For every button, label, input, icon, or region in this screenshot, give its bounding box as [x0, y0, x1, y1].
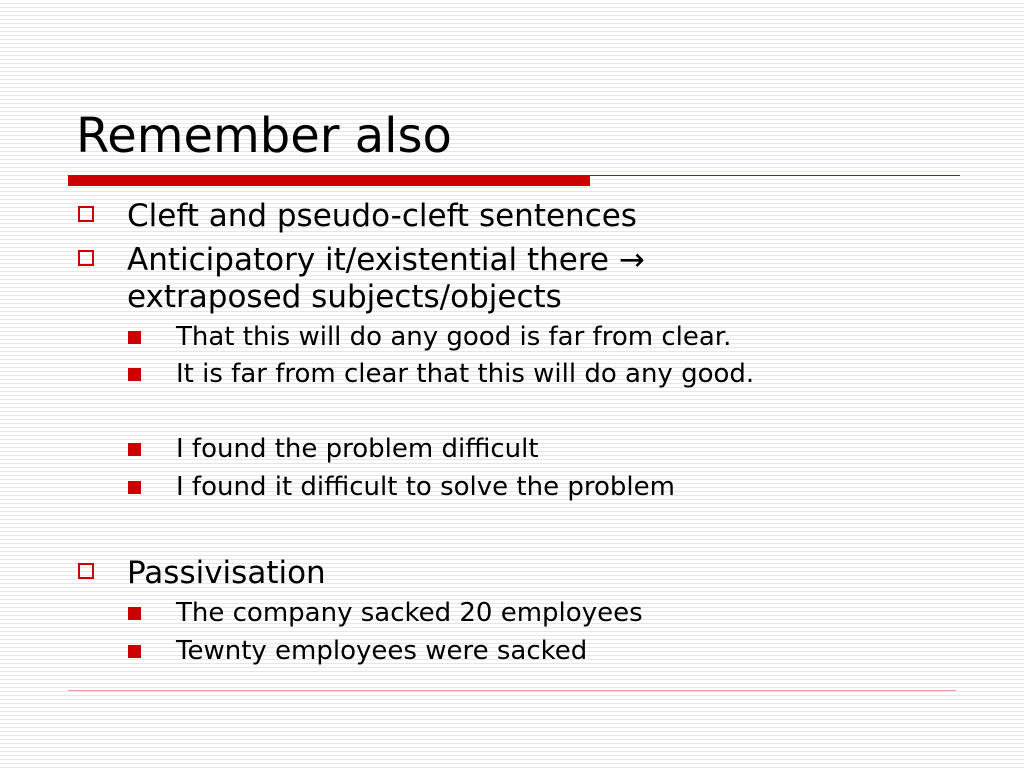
sub-bullet-text: That this will do any good is far from clear. [176, 322, 732, 352]
bullet-text: Cleft and pseudo-cleft sentences [127, 198, 637, 234]
filled-square-bullet-icon [128, 443, 141, 456]
filled-square-bullet-icon [128, 368, 141, 381]
sub-bullet-item [176, 595, 643, 632]
filled-square-bullet-icon [128, 645, 141, 658]
sub-bullet-item [176, 633, 587, 670]
bullet-text: Anticipatory it/existential there [127, 242, 609, 278]
sub-bullet-text: The company sacked 20 employees [176, 598, 643, 628]
bullet-item-continuation [127, 278, 562, 316]
sub-bullet-text: Tewnty employees were sacked [176, 636, 588, 666]
sub-bullet-text: It is far from clear that this will do any good. [176, 359, 755, 389]
bullet-item [127, 241, 645, 279]
bullet-text: Passivisation [127, 555, 326, 591]
hollow-square-bullet-icon [78, 206, 94, 222]
filled-square-bullet-icon [128, 481, 141, 494]
sub-bullet-text: I found the problem difficult [176, 434, 539, 464]
title-underline-thin [590, 175, 960, 176]
right-arrow-icon: → [618, 242, 645, 278]
title-underline-thick [68, 175, 590, 186]
sub-bullet-item [176, 469, 675, 506]
sub-bullet-item [176, 319, 731, 356]
hollow-square-bullet-icon [78, 250, 94, 266]
hollow-square-bullet-icon [78, 563, 94, 579]
bullet-item [127, 197, 637, 235]
bullet-text: extraposed subjects/objects [127, 279, 562, 315]
sub-bullet-text: I found it difficult to solve the problem [176, 472, 675, 502]
footer-divider [68, 690, 956, 691]
sub-bullet-item [176, 356, 754, 393]
slide-title: Remember also [76, 108, 452, 164]
sub-bullet-item [176, 431, 539, 468]
filled-square-bullet-icon [128, 331, 141, 344]
bullet-item [127, 554, 326, 592]
filled-square-bullet-icon [128, 607, 141, 620]
